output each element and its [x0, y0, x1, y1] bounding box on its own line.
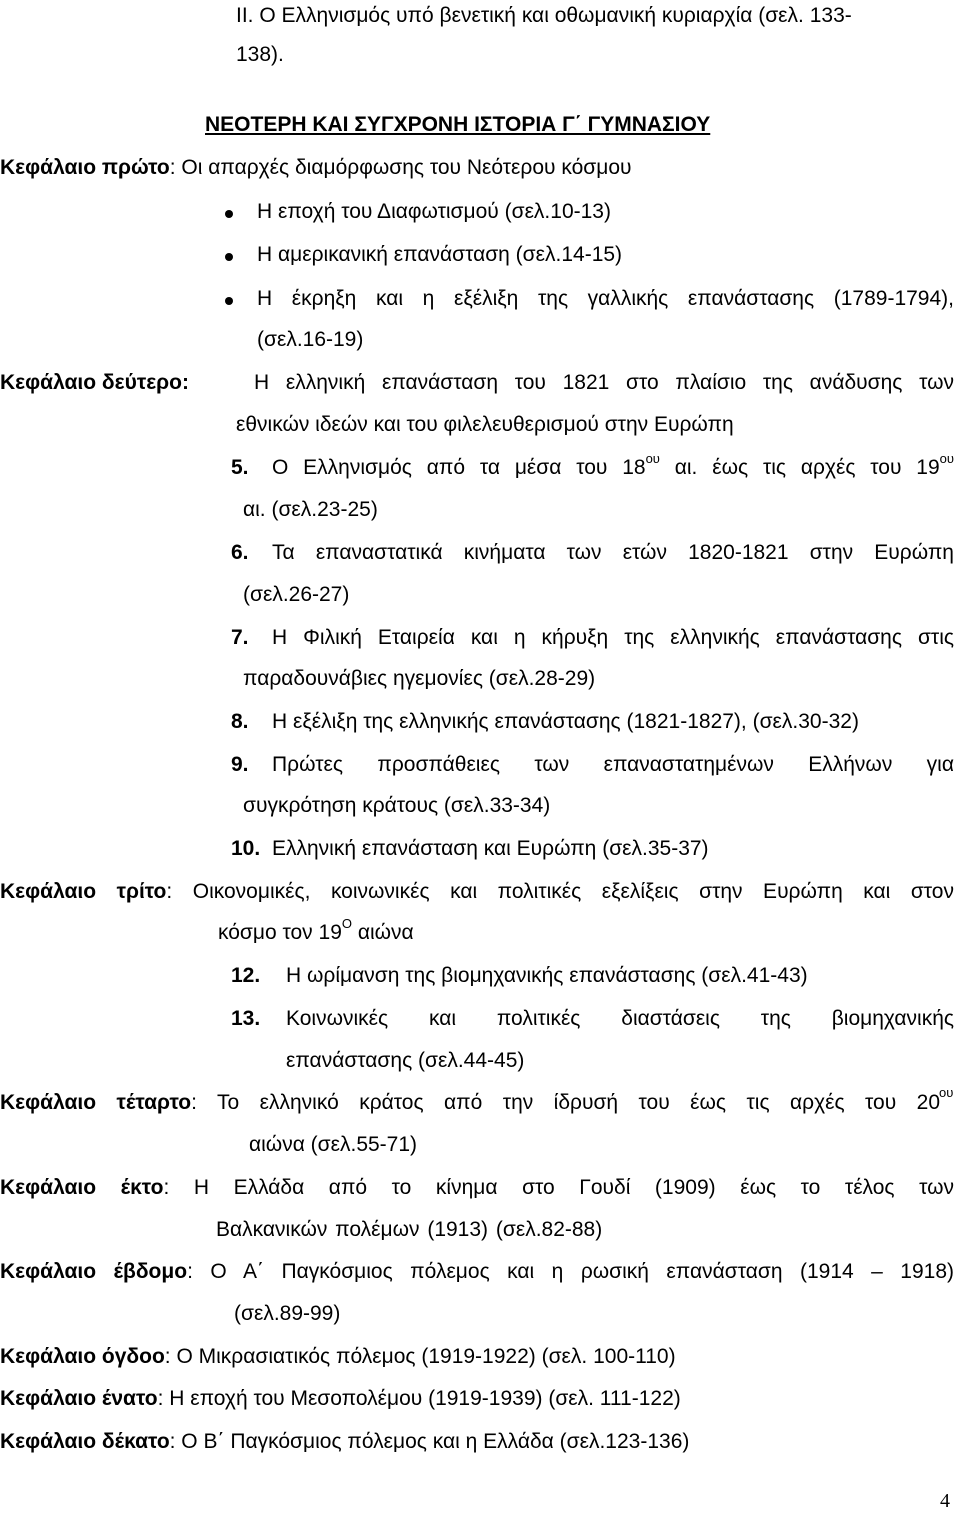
chapter-2-item-5-cont: αι. (σελ.23-25)	[243, 498, 378, 521]
chapter-3-heading	[0, 879, 954, 905]
chapter-10-title: : Ο Β΄ Παγκόσμιος πόλεμος και η Ελλάδα (σελ.123-136)	[169, 1430, 690, 1453]
item-number: 12.	[231, 964, 261, 987]
chapter-1-item-2: Η αμερικανική επανάσταση (σελ.14-15)	[257, 243, 623, 266]
chapter-8-heading	[0, 1344, 676, 1370]
chapter-4-heading	[0, 1090, 940, 1116]
chapter-3-item-13-cont: επανάστασης (σελ.44-45)	[286, 1049, 525, 1072]
chapter-10-label: Κεφάλαιο δέκατο	[0, 1430, 170, 1453]
chapter-6-label: Κεφάλαιο έκτο	[0, 1176, 164, 1199]
chapter-7-title-line-1: : Ο Α΄ Παγκόσμιος πόλεμος και η ρωσική επανάσταση (1914 – 1918)	[187, 1260, 954, 1283]
item-number: 10.	[231, 837, 261, 860]
page-number: 4	[940, 1490, 950, 1512]
chapter-2-item-9-cont: συγκρότηση κράτους (σελ.33-34)	[243, 794, 551, 817]
chapter-2-label: Κεφάλαιο δεύτερο:	[0, 371, 189, 394]
chapter-9-heading	[0, 1386, 681, 1412]
item-number: 5.	[231, 456, 249, 479]
chapter-8-label: Κεφάλαιο όγδοο	[0, 1345, 165, 1368]
chapter-2-item-6-cont: (σελ.26-27)	[243, 583, 350, 606]
chapter-3-item-12: Η ωρίμανση της βιομηχανικής επανάστασης (σελ.41-43)	[286, 964, 808, 987]
bullet-icon	[225, 210, 233, 218]
chapter-7-title-line-2: (σελ.89-99)	[234, 1302, 341, 1325]
chapter-2-heading	[0, 370, 954, 396]
chapter-2-title-line-2: εθνικών ιδεών και του φιλελευθερισμού στην Ευρώπη	[236, 413, 734, 436]
chapter-2-item-9: Πρώτες προσπάθειες των επαναστατημένων Ελλήνων για	[272, 753, 954, 776]
chapter-2-item-7-cont: παραδουνάβιες ηγεμονίες (σελ.28-29)	[243, 667, 596, 690]
chapter-2-title-line-1: Η ελληνική επανάσταση του 1821 στο πλαίσιο της ανάδυσης των	[254, 371, 954, 394]
chapter-3-title-line-1: : Οικονομικές, κοινωνικές και πολιτικές εξελίξεις στην Ευρώπη και στον	[166, 880, 954, 903]
bullet-icon	[225, 253, 233, 261]
chapter-2-item-7: Η Φιλική Εταιρεία και η κήρυξη της ελληνικής επανάστασης στις	[272, 626, 954, 649]
item-number: 9.	[231, 753, 249, 776]
item-number: 6.	[231, 541, 249, 564]
chapter-4-title-line-1: : Το ελληνικό κράτος από την ίδρυσή του έως τις αρχές του 20	[191, 1091, 941, 1114]
section-line-1: II. Ο Ελληνισμός υπό βενετική και οθωμανική κυριαρχία (σελ. 133-	[236, 4, 852, 27]
item-number: 13.	[231, 1007, 261, 1030]
chapter-1-item-3: Η έκρηξη και η εξέλιξη της γαλλικής επανάστασης (1789-1794),	[257, 287, 954, 310]
chapter-1-heading	[0, 155, 631, 181]
chapter-3-label: Κεφάλαιο τρίτο	[0, 880, 167, 903]
chapter-2-item-6: Τα επαναστατικά κινήματα των ετών 1820-1821 στην Ευρώπη	[272, 541, 954, 564]
chapter-6-title-line-2: Βαλκανικών πολέμων (1913) (σελ.82-88)	[216, 1218, 603, 1241]
chapter-4-title-line-2: αιώνα (σελ.55-71)	[249, 1133, 418, 1156]
chapter-4-title-sup: ου	[939, 1085, 954, 1100]
chapter-4-label: Κεφάλαιο τέταρτο	[0, 1091, 192, 1114]
chapter-1-item-3-cont: (σελ.16-19)	[257, 328, 364, 351]
chapter-2-item-10: Ελληνική επανάσταση και Ευρώπη (σελ.35-37)	[272, 837, 709, 860]
chapter-1-title: : Οι απαρχές διαμόρφωσης του Νεότερου κόσμου	[169, 156, 632, 179]
chapter-3-title-line-2: κόσμο τον $19^O$ αιώνα	[218, 916, 414, 944]
page-heading: ΝΕΟΤΕΡΗ ΚΑΙ ΣΥΓΧΡΟΝΗ ΙΣΤΟΡΙΑ Γ΄ ΓΥΜΝΑΣΙΟΥ	[205, 113, 711, 136]
chapter-9-title: : Η εποχή του Μεσοπολέμου (1919-1939) (σελ. 111-122)	[157, 1387, 681, 1410]
chapter-9-label: Κεφάλαιο ένατο	[0, 1387, 158, 1410]
item-number: 7.	[231, 626, 249, 649]
item-number: 8.	[231, 710, 249, 733]
chapter-8-title: : Ο Μικρασιατικός πόλεμος (1919-1922) (σελ. 100-110)	[164, 1345, 676, 1368]
section-line-2: 138).	[236, 43, 284, 66]
chapter-6-title-line-1: : Η Ελλάδα από το κίνημα στο Γουδί (1909) έως το τέλος των	[163, 1176, 954, 1199]
chapter-6-heading	[0, 1175, 954, 1201]
chapter-10-heading	[0, 1429, 689, 1455]
chapter-7-label: Κεφάλαιο έβδομο	[0, 1260, 188, 1283]
chapter-2-item-5: Ο Ελληνισμός από τα μέσα του $18^{o\upsilon}$ αι. έως τις αρχές του $19^{o\upsilon}$	[272, 451, 954, 479]
chapter-1-label: Κεφάλαιο πρώτο	[0, 156, 170, 179]
chapter-2-item-8: Η εξέλιξη της ελληνικής επανάστασης (1821-1827), (σελ.30-32)	[272, 710, 859, 733]
bullet-icon	[225, 297, 233, 305]
chapter-3-item-13: Κοινωνικές και πολιτικές διαστάσεις της βιομηχανικής	[286, 1007, 954, 1030]
chapter-7-heading	[0, 1259, 954, 1285]
chapter-1-item-1: Η εποχή του Διαφωτισμού (σελ.10-13)	[257, 200, 611, 223]
